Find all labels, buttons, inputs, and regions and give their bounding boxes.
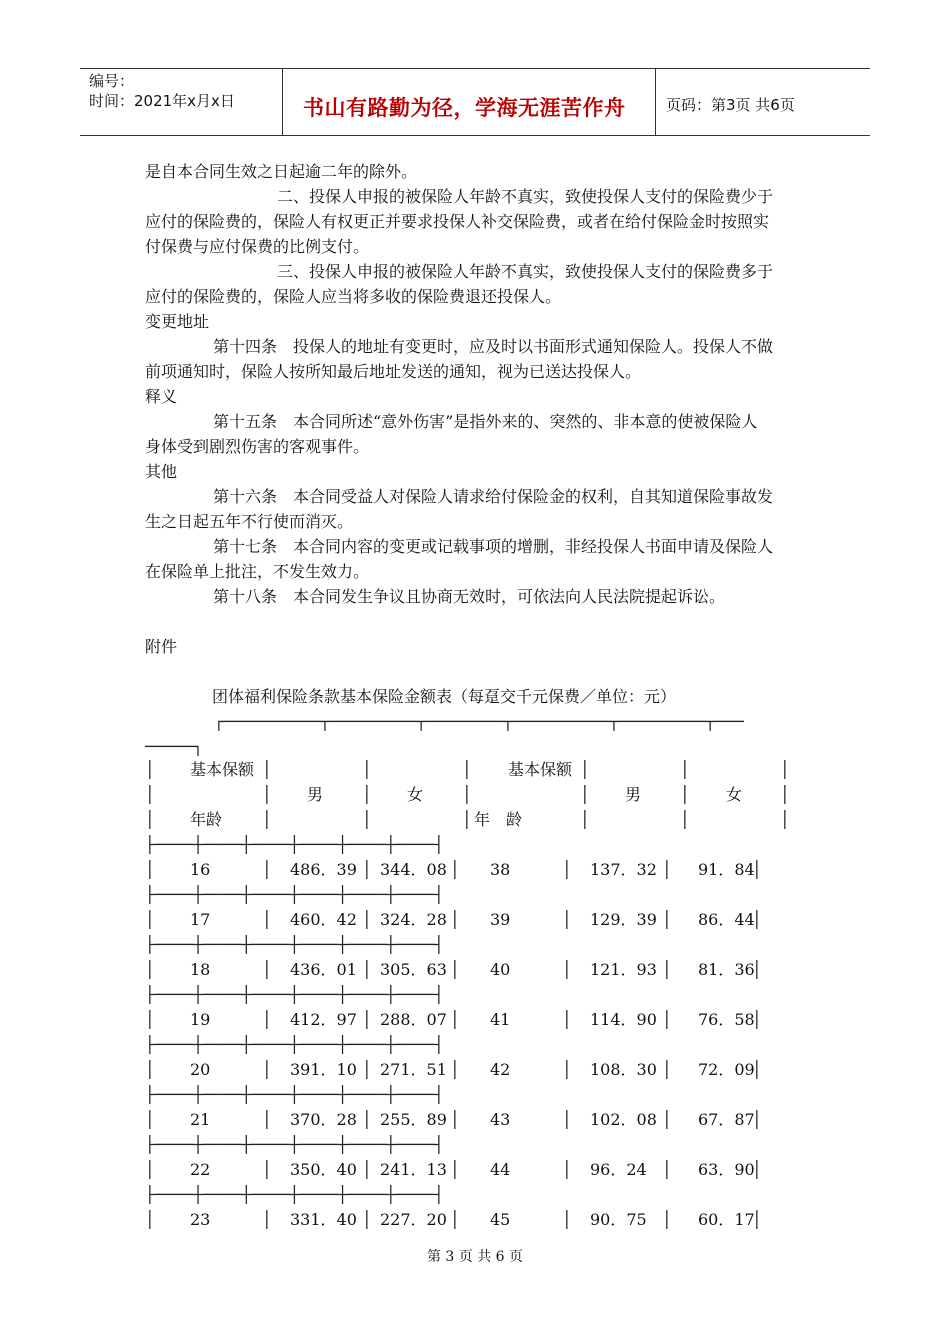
table-title: 团体福利保险条款基本保险金额表（每趸交千元保费／单位：元）: [212, 687, 677, 706]
row-separator: ├────┼────┼────┼────┼────┼────┤: [145, 1035, 444, 1054]
col-divider: │: [780, 810, 790, 829]
row-male-right: 137．32: [590, 860, 657, 879]
row-age-right: 39: [490, 910, 511, 929]
col-divider: │: [362, 910, 372, 929]
col-divider: │: [752, 1110, 762, 1129]
row-age-right: 43: [490, 1110, 511, 1129]
header-meta: [80, 69, 283, 135]
col-divider: │: [450, 1210, 460, 1229]
row-female-left: 227．20: [380, 1210, 447, 1229]
header-female-2: 女: [726, 785, 743, 804]
col-divider: │: [145, 860, 155, 879]
col-divider: │: [262, 1210, 272, 1229]
row-male-right: 96．24: [590, 1160, 647, 1179]
table-header-row: │: [145, 810, 155, 829]
row-male-left: 391．10: [290, 1060, 357, 1079]
col-divider: │: [262, 1060, 272, 1079]
row-male-left: 436．01: [290, 960, 357, 979]
col-divider: │: [362, 960, 372, 979]
col-divider: │: [462, 810, 472, 829]
row-age-left: 20: [190, 1060, 211, 1079]
body-line: 三、投保人申报的被保险人年龄不真实，致使投保人支付的保险费多于: [277, 262, 774, 281]
row-male-left: 460．42: [290, 910, 357, 929]
row-female-left: 271．51: [380, 1060, 447, 1079]
date-label: 时间：2021年x月x日: [89, 92, 235, 110]
col-divider: │: [680, 810, 690, 829]
col-divider: │: [362, 1010, 372, 1029]
header-amount-2: 基本保额: [508, 760, 573, 779]
row-age-right: 38: [490, 860, 511, 879]
col-divider: │: [262, 1110, 272, 1129]
col-divider: │: [450, 1060, 460, 1079]
body-line: 付保费与应付保费的比例支付。: [145, 237, 370, 256]
col-divider: │: [145, 1210, 155, 1229]
motto-text: 书山有路勤为径，学海无涯苦作舟: [303, 96, 626, 120]
col-divider: │: [262, 960, 272, 979]
row-male-right: 90．75: [590, 1210, 647, 1229]
col-divider: │: [262, 1160, 272, 1179]
row-male-right: 121．93: [590, 960, 657, 979]
col-divider: │: [362, 810, 372, 829]
page-footer: 第 3 页 共 6 页: [426, 1249, 524, 1265]
row-separator: ├────┼────┼────┼────┼────┼────┤: [145, 885, 444, 904]
col-divider: │: [362, 785, 372, 804]
col-divider: │: [362, 760, 372, 779]
body-line: 二、投保人申报的被保险人年龄不真实，致使投保人支付的保险费少于: [277, 187, 774, 206]
row-female-left: 324．28: [380, 910, 447, 929]
body-line: 应付的保险费的，保险人有权更正并要求投保人补交保险费，或者在给付保险金时按照实: [145, 212, 770, 231]
col-divider: │: [752, 1210, 762, 1229]
col-divider: │: [450, 1010, 460, 1029]
row-male-left: 370．28: [290, 1110, 357, 1129]
col-divider: │: [662, 1110, 672, 1129]
row-female-left: 305．63: [380, 960, 447, 979]
col-divider: │: [562, 1210, 572, 1229]
col-divider: │: [752, 1010, 762, 1029]
body-line: 前项通知时，保险人按所知最后地址发送的通知，视为已送达投保人。: [145, 362, 642, 381]
col-divider: │: [562, 1110, 572, 1129]
col-divider: │: [752, 1060, 762, 1079]
row-male-left: 331．40: [290, 1210, 357, 1229]
col-divider: │: [662, 1060, 672, 1079]
col-divider: │: [145, 1060, 155, 1079]
col-divider: │: [450, 910, 460, 929]
col-divider: │: [662, 1160, 672, 1179]
col-divider: │: [562, 910, 572, 929]
header-age-2: 年 龄: [474, 810, 523, 829]
col-divider: │: [680, 785, 690, 804]
row-male-right: 114．90: [590, 1010, 657, 1029]
row-female-left: 288．07: [380, 1010, 447, 1029]
row-male-right: 129．39: [590, 910, 657, 929]
header-page: [656, 69, 870, 135]
col-divider: │: [262, 910, 272, 929]
row-separator: ├────┼────┼────┼────┼────┼────┤: [145, 985, 444, 1004]
col-divider: │: [362, 1210, 372, 1229]
col-divider: │: [450, 1160, 460, 1179]
header-female: 女: [407, 785, 424, 804]
body-line: 第十七条 本合同内容的变更或记载事项的增删，非经投保人书面申请及保险人: [213, 537, 774, 556]
row-male-left: 486．39: [290, 860, 357, 879]
header-age: 年龄: [190, 810, 223, 829]
row-female-right: 72．09: [698, 1060, 755, 1079]
col-divider: │: [662, 1010, 672, 1029]
col-divider: │: [780, 760, 790, 779]
row-age-right: 42: [490, 1060, 511, 1079]
code-label: 编号：: [89, 72, 135, 90]
col-divider: │: [580, 810, 590, 829]
body-line: 第十八条 本合同发生争议且协商无效时，可依法向人民法院提起诉讼。: [213, 587, 726, 606]
row-female-right: 86．44: [698, 910, 755, 929]
col-divider: │: [562, 1010, 572, 1029]
col-divider: │: [462, 760, 472, 779]
col-divider: │: [662, 1210, 672, 1229]
section-heading: 附件: [145, 637, 178, 656]
col-divider: │: [262, 860, 272, 879]
row-male-right: 108．30: [590, 1060, 657, 1079]
row-separator: ├────┼────┼────┼────┼────┼────┤: [145, 1185, 444, 1204]
row-age-left: 19: [190, 1010, 211, 1029]
col-divider: │: [580, 785, 590, 804]
col-divider: │: [662, 860, 672, 879]
section-heading: 变更地址: [145, 312, 210, 331]
col-divider: │: [752, 960, 762, 979]
col-divider: │: [752, 910, 762, 929]
row-age-left: 21: [190, 1110, 211, 1129]
row-age-left: 17: [190, 910, 211, 929]
col-divider: │: [145, 1110, 155, 1129]
page-label: 页码：第3页 共6页: [666, 96, 795, 114]
col-divider: │: [450, 1110, 460, 1129]
header-amount: 基本保额: [190, 760, 255, 779]
row-separator: ├────┼────┼────┼────┼────┼────┤: [145, 835, 444, 854]
row-female-right: 91．84: [698, 860, 755, 879]
col-divider: │: [362, 1110, 372, 1129]
row-female-right: 67．87: [698, 1110, 755, 1129]
col-divider: │: [145, 1160, 155, 1179]
table-top-border-tail: ─────┐: [145, 737, 203, 756]
col-divider: │: [145, 910, 155, 929]
col-divider: │: [562, 960, 572, 979]
table-header-row: │: [145, 760, 155, 779]
header-male-2: 男: [625, 785, 642, 804]
body-line: 第十六条 本合同受益人对保险人请求给付保险金的权利，自其知道保险事故发: [213, 487, 774, 506]
row-age-right: 45: [490, 1210, 511, 1229]
body-line: 第十四条 投保人的地址有变更时，应及时以书面形式通知保险人。投保人不做: [213, 337, 774, 356]
row-female-right: 63．90: [698, 1160, 755, 1179]
row-female-right: 76．58: [698, 1010, 755, 1029]
col-divider: │: [462, 785, 472, 804]
col-divider: │: [662, 910, 672, 929]
col-divider: │: [262, 810, 272, 829]
row-age-left: 18: [190, 960, 211, 979]
col-divider: │: [450, 860, 460, 879]
row-separator: ├────┼────┼────┼────┼────┼────┤: [145, 1135, 444, 1154]
row-female-right: 81．36: [698, 960, 755, 979]
col-divider: │: [362, 1060, 372, 1079]
row-female-left: 241．13: [380, 1160, 447, 1179]
row-age-right: 40: [490, 960, 511, 979]
col-divider: │: [262, 1010, 272, 1029]
row-male-left: 412．97: [290, 1010, 357, 1029]
col-divider: │: [145, 1010, 155, 1029]
row-age-left: 23: [190, 1210, 211, 1229]
col-divider: │: [262, 785, 272, 804]
row-separator: ├────┼────┼────┼────┼────┼────┤: [145, 1085, 444, 1104]
row-age-right: 41: [490, 1010, 511, 1029]
row-separator: ├────┼────┼────┼────┼────┼────┤: [145, 935, 444, 954]
header-male: 男: [307, 785, 324, 804]
table-top-border: ┌──────────┬─────────┬────────┬──────────┬─────────┬───: [214, 712, 744, 731]
section-heading: 释义: [145, 387, 178, 406]
header-motto: [283, 69, 656, 135]
body-line: 生之日起五年不行使而消灭。: [145, 512, 354, 531]
col-divider: │: [562, 1060, 572, 1079]
col-divider: │: [562, 1160, 572, 1179]
page-header: [80, 68, 870, 136]
row-female-left: 344．08: [380, 860, 447, 879]
col-divider: │: [262, 760, 272, 779]
col-divider: │: [362, 1160, 372, 1179]
body-line: 在保险单上批注，不发生效力。: [145, 562, 370, 581]
col-divider: │: [780, 785, 790, 804]
col-divider: │: [562, 860, 572, 879]
row-male-right: 102．08: [590, 1110, 657, 1129]
col-divider: │: [450, 960, 460, 979]
col-divider: │: [145, 960, 155, 979]
col-divider: │: [362, 860, 372, 879]
col-divider: │: [752, 1160, 762, 1179]
row-age-left: 16: [190, 860, 211, 879]
body-line: 应付的保险费的，保险人应当将多收的保险费退还投保人。: [145, 287, 562, 306]
body-line: 是自本合同生效之日起逾二年的除外。: [145, 162, 418, 181]
body-line: 身体受到剧烈伤害的客观事件。: [145, 437, 370, 456]
row-female-left: 255．89: [380, 1110, 447, 1129]
section-heading: 其他: [145, 462, 178, 481]
row-male-left: 350．40: [290, 1160, 357, 1179]
col-divider: │: [752, 860, 762, 879]
table-header-row: │: [145, 785, 155, 804]
row-age-right: 44: [490, 1160, 511, 1179]
col-divider: │: [662, 960, 672, 979]
col-divider: │: [580, 760, 590, 779]
row-female-right: 60．17: [698, 1210, 755, 1229]
col-divider: │: [680, 760, 690, 779]
body-line: 第十五条 本合同所述“意外伤害”是指外来的、突然的、非本意的使被保险人: [213, 412, 758, 431]
row-age-left: 22: [190, 1160, 211, 1179]
